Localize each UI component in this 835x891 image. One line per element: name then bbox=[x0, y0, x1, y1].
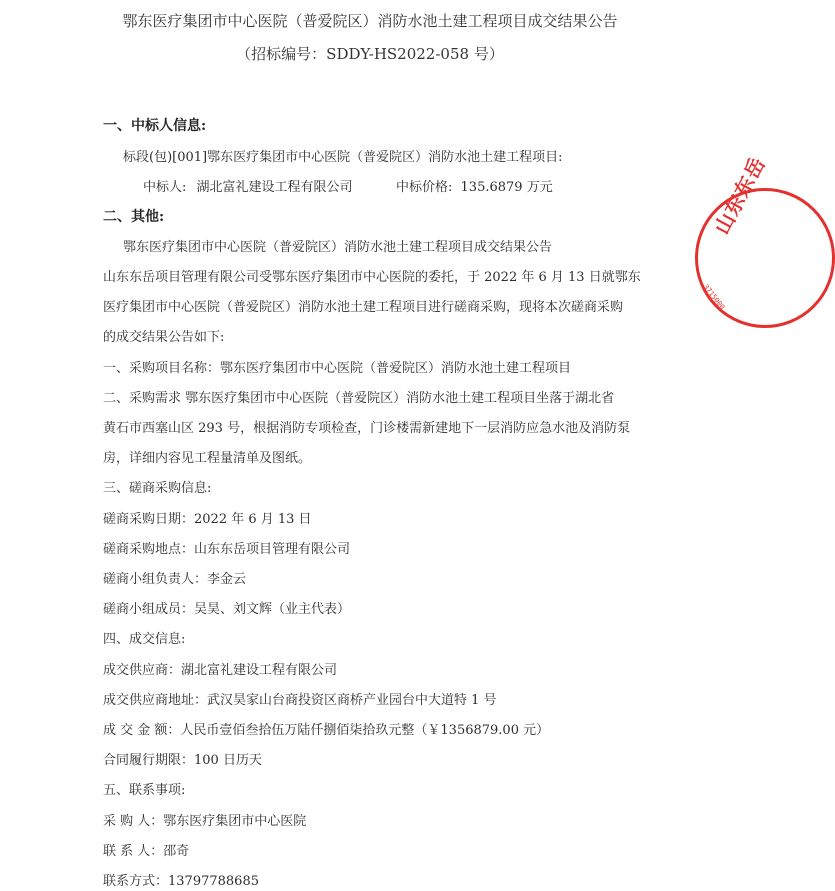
body-line: 采 购 人：鄂东医疗集团市中心医院 bbox=[103, 814, 307, 829]
body-line: 一、采购项目名称：鄂东医疗集团市中心医院（普爱院区）消防水池土建工程项目 bbox=[103, 361, 572, 376]
body-line: 房，详细内容见工程量清单及图纸。 bbox=[103, 451, 312, 466]
body-line: 联系方式：13797788685 bbox=[103, 874, 259, 889]
body-line: 磋商采购地点：山东东岳项目管理有限公司 bbox=[103, 542, 351, 557]
body-line: 四、成交信息: bbox=[103, 632, 186, 647]
body-line: 合同履行期限：100 日历天 bbox=[103, 753, 262, 768]
winner-row bbox=[143, 176, 353, 195]
body-line: 联 系 人：邵奇 bbox=[103, 844, 190, 859]
body-line: 二、采购需求 鄂东医疗集团市中心医院（普爱院区）消防水池土建工程项目坐落于湖北省 bbox=[103, 391, 615, 406]
body-line: 成 交 金 额：人民币壹佰叁拾伍万陆仟捌佰柒拾玖元整（￥1356879.00 元） bbox=[103, 723, 550, 738]
company-seal bbox=[695, 152, 835, 328]
winner-label: 中标人: bbox=[143, 180, 187, 195]
body-line: 三、磋商采购信息: bbox=[103, 481, 212, 496]
seal-number: 3715000 bbox=[701, 283, 727, 312]
body-line: 磋商小组负责人：李金云 bbox=[103, 572, 247, 587]
bid-number: （招标编号：SDDY-HS2022-058 号） bbox=[236, 45, 504, 63]
body-line: 黄石市西塞山区 293 号，根据消防专项检查，门诊楼需新建地下一层消防应急水池及消防泵 bbox=[103, 421, 631, 436]
price-value: 135.6879 万元 bbox=[460, 180, 553, 195]
section-heading-other: 二、其他: bbox=[103, 209, 165, 225]
price-label: 中标价格: bbox=[396, 180, 453, 195]
body-line: 的成交结果公告如下: bbox=[103, 330, 225, 345]
body-line: 磋商采购日期：2022 年 6 月 13 日 bbox=[103, 512, 312, 527]
body-line: 医疗集团市中心医院（普爱院区）消防水池土建工程项目进行磋商采购，现将本次磋商采购 bbox=[103, 300, 624, 315]
section-heading-winner: 一、中标人信息: bbox=[103, 118, 207, 134]
document-title: 鄂东医疗集团市中心医院（普爱院区）消防水池土建工程项目成交结果公告 bbox=[122, 12, 618, 30]
body-line: 五、联系事项: bbox=[103, 783, 186, 798]
body-line: 鄂东医疗集团市中心医院（普爱院区）消防水池土建工程项目成交结果公告 bbox=[123, 240, 553, 255]
body-line: 成交供应商：湖北富礼建设工程有限公司 bbox=[103, 663, 338, 678]
lot-line: 标段(包)[001]鄂东医疗集团市中心医院（普爱院区）消防水池土建工程项目: bbox=[123, 150, 563, 165]
body-line: 成交供应商地址：武汉昊家山台商投资区商桥产业园台中大道特 1 号 bbox=[103, 693, 497, 708]
body-line: 山东东岳项目管理有限公司受鄂东医疗集团市中心医院的委托，于 2022 年 6 月 13 日就鄂东 bbox=[103, 270, 641, 285]
seal-text: 山东东岳 bbox=[709, 152, 771, 239]
price-row bbox=[396, 176, 553, 195]
winner-name: 湖北富礼建设工程有限公司 bbox=[196, 180, 353, 195]
body-line: 磋商小组成员：吴昊、刘文辉（业主代表） bbox=[103, 602, 351, 617]
